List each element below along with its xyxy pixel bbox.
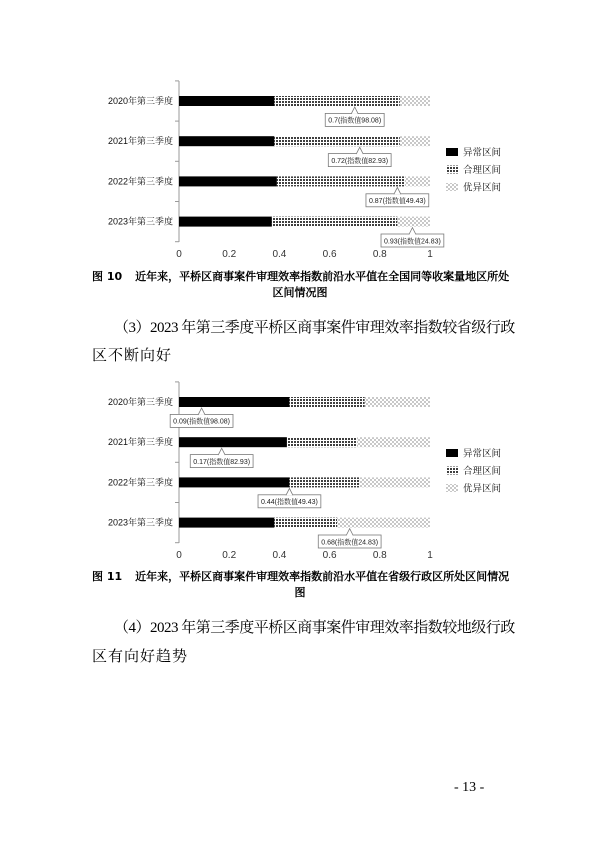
legend-swatch-reasonable-range [446, 467, 458, 475]
x-tick-label: 0 [176, 249, 182, 260]
caption-line [92, 570, 509, 584]
marker-pointer [351, 107, 358, 114]
abnormal-range-segment [179, 437, 287, 447]
figure-10-chart [0, 80, 600, 265]
x-tick-label: 0.6 [322, 550, 337, 561]
marker-label: 0.93(指数值24.83) [384, 238, 441, 246]
marker-label: 0.09(指数值98.08) [173, 418, 230, 426]
caption-text: 近年来，平桥区商事案件审理效率指数前沿水平值在全国同等收案量地区所处 [135, 270, 510, 283]
legend-swatch-abnormal-range [446, 449, 458, 457]
caption-line [92, 270, 509, 284]
marker-pointer [409, 228, 416, 235]
excellent-range-segment [365, 397, 430, 407]
reasonable-range-segment [274, 96, 400, 106]
abnormal-range-segment [179, 176, 277, 186]
legend-label: 优异区间 [463, 483, 502, 495]
marker-label: 0.68(指数值24.83) [321, 539, 379, 547]
x-tick-label: 1 [427, 249, 433, 260]
x-tick-label: 0.8 [372, 249, 387, 260]
heading-line: （3）2023 年第三季度平桥区商事案件审理效率指数较省级行政 [114, 320, 515, 336]
x-tick-label: 0.4 [272, 249, 287, 260]
category-label: 2023年第三季度 [107, 216, 173, 227]
category-label: 2021年第三季度 [107, 437, 173, 448]
legend-swatch-excellent-range [446, 484, 458, 492]
legend-swatch-abnormal-range [446, 148, 458, 156]
excellent-range-segment [400, 96, 430, 106]
abnormal-range-segment [179, 397, 289, 407]
excellent-range-segment [400, 136, 430, 146]
marker-label: 0.72(指数值82.93) [331, 157, 389, 165]
x-tick-label: 0.4 [272, 550, 287, 561]
x-tick-label: 0.2 [222, 550, 237, 561]
reasonable-range-segment [274, 136, 400, 146]
reasonable-range-segment [274, 518, 337, 528]
marker-pointer [218, 448, 225, 455]
x-tick-label: 0.6 [322, 249, 337, 260]
x-tick-label: 0.2 [222, 249, 237, 260]
abnormal-range-segment [179, 518, 274, 528]
category-label: 2022年第三季度 [107, 477, 173, 488]
figure-label: 图 11 [92, 570, 123, 583]
marker-label: 0.87(指数值49.43) [368, 198, 426, 206]
abnormal-range-segment [179, 96, 274, 106]
legend-label: 合理区间 [463, 466, 502, 477]
heading-line: 区不断向好 [92, 348, 173, 364]
heading-line: 区有向好趋势 [92, 649, 189, 665]
reasonable-range-segment [287, 437, 357, 447]
legend-label: 合理区间 [463, 165, 502, 176]
marker-pointer [198, 408, 205, 415]
page-number: - 13 - [454, 780, 485, 795]
category-label: 2020年第三季度 [107, 96, 173, 106]
marker-pointer [286, 488, 293, 495]
marker-pointer [394, 187, 401, 194]
heading-line: （4）2023 年第三季度平桥区商事案件审理效率指数较地级行政 [114, 620, 515, 636]
excellent-range-segment [357, 437, 430, 447]
x-tick-label: 0.8 [372, 550, 387, 561]
category-label: 2020年第三季度 [107, 397, 173, 407]
reasonable-range-segment [277, 176, 405, 186]
figure-11-chart [0, 381, 600, 566]
legend-swatch-excellent-range [446, 183, 458, 191]
abnormal-range-segment [179, 477, 289, 487]
marker-label: 0.44(指数值49.43) [261, 499, 318, 507]
figure-label: 图 10 [92, 270, 123, 283]
excellent-range-segment [337, 518, 430, 528]
abnormal-range-segment [179, 136, 274, 146]
excellent-range-segment [405, 176, 430, 186]
marker-label: 0.17(指数值82.93) [193, 458, 251, 466]
marker-pointer [346, 529, 353, 536]
category-label: 2022年第三季度 [107, 176, 173, 187]
reasonable-range-segment [289, 477, 359, 487]
caption-text: 近年来，平桥区商事案件审理效率指数前沿水平值在省级行政区所处区间情况 [135, 570, 510, 583]
excellent-range-segment [397, 217, 430, 227]
legend-label: 异常区间 [463, 147, 502, 159]
x-tick-label: 0 [176, 550, 182, 561]
category-label: 2023年第三季度 [107, 517, 173, 528]
reasonable-range-segment [272, 217, 398, 227]
reasonable-range-segment [289, 397, 364, 407]
caption-text: 图 [294, 586, 306, 599]
marker-pointer [356, 147, 363, 154]
x-tick-label: 1 [427, 550, 433, 561]
legend-label: 优异区间 [463, 182, 502, 194]
marker-label: 0.7(指数值98.08) [328, 117, 382, 125]
legend-label: 异常区间 [463, 448, 502, 460]
excellent-range-segment [360, 477, 430, 487]
abnormal-range-segment [179, 217, 272, 227]
category-label: 2021年第三季度 [107, 136, 173, 147]
caption-text: 区间情况图 [272, 286, 328, 299]
legend-swatch-reasonable-range [446, 166, 458, 174]
